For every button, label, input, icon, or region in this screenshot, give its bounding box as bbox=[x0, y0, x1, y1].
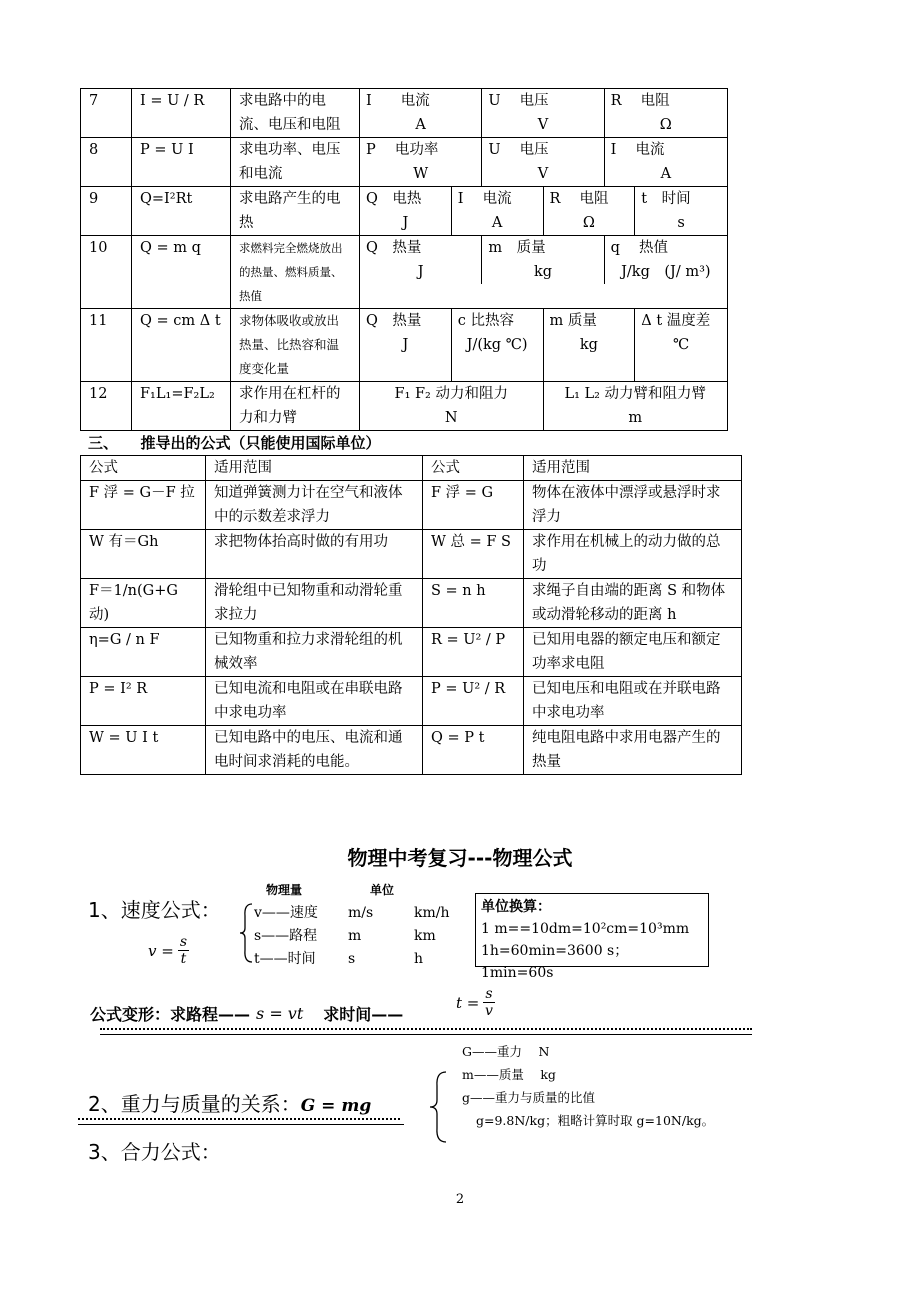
row-number: 9 bbox=[81, 187, 132, 236]
quantity-name: Q 热量 bbox=[366, 313, 422, 329]
header-scope: 适用范围 bbox=[206, 456, 423, 481]
scope-cell: 求作用在机械上的动力做的总功 bbox=[524, 530, 742, 579]
scope-cell: 已知电流和电阻或在串联电路中求电功率 bbox=[206, 677, 423, 726]
quantity-name: m 质量 bbox=[549, 313, 597, 329]
conversion-line: 1h=60min=3600 s； 1min=60s bbox=[481, 943, 636, 981]
table-row bbox=[81, 677, 742, 726]
quantities-cell bbox=[360, 382, 728, 431]
speed-quantity-row bbox=[254, 902, 474, 925]
brace-icon bbox=[428, 1070, 448, 1144]
description-cell: 求电路中的电流、电压和电阻 bbox=[231, 89, 360, 138]
formula-table-1 bbox=[80, 88, 728, 431]
quantity-name: R 电阻 bbox=[549, 191, 609, 207]
table-row bbox=[81, 309, 728, 382]
formula-cell: F₁L₁=F₂L₂ bbox=[132, 382, 231, 431]
col-unit-header: 单位 bbox=[370, 883, 395, 897]
formula-cell: Q = cm Δ t bbox=[132, 309, 231, 382]
row-number: 7 bbox=[81, 89, 132, 138]
quantity-subcell bbox=[360, 382, 544, 430]
quantities-cell bbox=[360, 138, 728, 187]
quantity-name: c 比热容 bbox=[457, 313, 514, 329]
table-row bbox=[81, 89, 728, 138]
quantity-subcell bbox=[544, 309, 636, 381]
quantity-unit: A bbox=[415, 117, 426, 133]
speed-heading: 1、速度公式： bbox=[88, 898, 221, 922]
scope-cell: 已知物重和拉力求滑轮组的机械效率 bbox=[206, 628, 423, 677]
quantity-subcell bbox=[605, 236, 727, 284]
time-lhs: t = bbox=[456, 993, 480, 1012]
dotted-divider bbox=[78, 1118, 400, 1120]
formula-cell: W 有＝Gh bbox=[81, 530, 206, 579]
brace-icon bbox=[238, 902, 254, 964]
table-row bbox=[81, 628, 742, 677]
speed-lhs: v = bbox=[148, 941, 174, 960]
quantity-unit: W bbox=[413, 166, 429, 182]
time-formula bbox=[456, 986, 495, 1019]
speed-formula bbox=[148, 934, 189, 967]
quantity-name: m 质量 bbox=[488, 240, 546, 256]
formula-cell: F 浮 = G－F 拉 bbox=[81, 481, 206, 530]
gravity-note: G——重力 N bbox=[462, 1044, 550, 1059]
formula-variants bbox=[90, 1002, 403, 1025]
formula-cell: Q=I²Rt bbox=[132, 187, 231, 236]
quantity-subcell bbox=[544, 382, 728, 430]
dotted-divider bbox=[100, 1028, 752, 1030]
divider bbox=[100, 1034, 752, 1035]
description-cell: 求燃料完全燃烧放出的热量、燃料质量、热值 bbox=[231, 236, 360, 309]
row-number: 10 bbox=[81, 236, 132, 309]
formula-cell: Q = m q bbox=[132, 236, 231, 309]
formula-cell: η=G / n F bbox=[81, 628, 206, 677]
quantity-unit: J bbox=[402, 337, 409, 353]
table-row bbox=[81, 382, 728, 431]
quantity-subcell bbox=[605, 138, 727, 186]
quantity-subcell bbox=[360, 309, 452, 381]
page-title: 物理中考复习---物理公式 bbox=[347, 846, 573, 870]
table-row bbox=[81, 187, 728, 236]
conversion-line: 1 m==10dm=10²cm=10³mm bbox=[481, 921, 690, 937]
quantity-name: I 电流 bbox=[610, 142, 665, 158]
scope-cell: 物体在液体中漂浮或悬浮时求浮力 bbox=[524, 481, 742, 530]
divider bbox=[78, 1124, 404, 1125]
table-row bbox=[81, 236, 728, 309]
formula-cell: I = U / R bbox=[132, 89, 231, 138]
header-formula: 公式 bbox=[81, 456, 206, 481]
table-row bbox=[81, 138, 728, 187]
gravity-note: g=9.8N/kg；粗略计算时取 g=10N/kg。 bbox=[476, 1113, 715, 1128]
variant-time-label: 求时间—— bbox=[323, 1005, 404, 1024]
quantity-symbol: s——路程 bbox=[254, 928, 318, 944]
quantity-unit: A bbox=[660, 166, 672, 182]
formula-cell: W = U I t bbox=[81, 726, 206, 775]
quantity-subcell bbox=[482, 236, 604, 284]
description-cell: 求作用在杠杆的力和力臂 bbox=[231, 382, 360, 431]
speed-quantity-row bbox=[254, 948, 474, 971]
quantity-subcell bbox=[635, 309, 727, 381]
scope-cell: 知道弹簧测力计在空气和液体中的示数差求浮力 bbox=[206, 481, 423, 530]
header-formula: 公式 bbox=[423, 456, 524, 481]
quantity-subcell bbox=[360, 187, 452, 235]
gravity-note: m——质量 kg bbox=[462, 1067, 556, 1082]
quantity-name: U 电压 bbox=[488, 93, 549, 109]
quantity-name: L₁ L₂ 动力臂和阻力臂 bbox=[564, 386, 707, 402]
unit-conversion-box bbox=[475, 893, 709, 981]
formula-cell: S = n h bbox=[423, 579, 524, 628]
quantity-unit: s bbox=[348, 951, 356, 967]
formula-cell: P = U I bbox=[132, 138, 231, 187]
scope-cell: 已知电路中的电压、电流和通电时间求消耗的电能。 bbox=[206, 726, 423, 775]
quantity-subcell bbox=[635, 187, 727, 235]
quantity-unit: kg bbox=[579, 337, 598, 353]
quantity-name: Q 热量 bbox=[366, 240, 422, 256]
quantity-subcell bbox=[452, 309, 544, 381]
description-cell: 求电路产生的电热 bbox=[231, 187, 360, 236]
fraction-denominator: v bbox=[485, 1003, 493, 1019]
gravity-formula: G = mg bbox=[300, 1096, 372, 1116]
table-row bbox=[81, 481, 742, 530]
quantities-cell bbox=[360, 89, 728, 138]
variant-distance-formula: s = vt bbox=[256, 1004, 304, 1023]
resultant-heading: 3、合力公式： bbox=[88, 1140, 221, 1164]
quantity-subcell bbox=[360, 236, 482, 284]
quantity-symbol: v——速度 bbox=[254, 905, 318, 921]
gravity-note: g——重力与质量的比值 bbox=[462, 1090, 596, 1105]
quantity-name: Δ t 温度差 bbox=[641, 313, 711, 329]
quantity-unit: V bbox=[537, 117, 549, 133]
scope-cell: 滑轮组中已知物重和动滑轮重求拉力 bbox=[206, 579, 423, 628]
formula-cell: P = U² / R bbox=[423, 677, 524, 726]
quantity-unit: J/kg (J/ m³) bbox=[621, 264, 711, 280]
table-row bbox=[81, 726, 742, 775]
speed-quantity-row bbox=[254, 925, 474, 948]
fraction-numerator: s bbox=[485, 986, 493, 1002]
quantity-unit: m/s bbox=[348, 905, 374, 921]
scope-cell: 求把物体抬高时做的有用功 bbox=[206, 530, 423, 579]
conversion-heading: 单位换算： bbox=[481, 899, 551, 915]
quantity-unit: J/(kg ℃) bbox=[466, 337, 528, 353]
formula-cell: W 总 = F S bbox=[423, 530, 524, 579]
row-number: 8 bbox=[81, 138, 132, 187]
formula-cell: P = I² R bbox=[81, 677, 206, 726]
quantity-name: q 热值 bbox=[610, 240, 669, 256]
gravity-heading bbox=[88, 1088, 371, 1117]
derived-formula-table bbox=[80, 455, 742, 775]
col-quantity-header: 物理量 bbox=[266, 883, 303, 897]
quantities-cell bbox=[360, 236, 728, 309]
quantity-name: U 电压 bbox=[488, 142, 549, 158]
quantity-unit: Ω bbox=[659, 117, 672, 133]
quantity-name: I 电流 bbox=[457, 191, 512, 207]
quantity-unit: Ω bbox=[582, 215, 595, 231]
quantity-unit: s bbox=[677, 215, 685, 231]
quantity-subcell bbox=[452, 187, 544, 235]
quantity-name: t 时间 bbox=[641, 191, 691, 207]
row-number: 12 bbox=[81, 382, 132, 431]
time-fraction bbox=[483, 986, 494, 1019]
variant-distance-label: 公式变形：求路程—— bbox=[90, 1005, 251, 1024]
gravity-notes bbox=[462, 1040, 714, 1132]
quantity-unit: A bbox=[491, 215, 503, 231]
quantities-cell bbox=[360, 309, 728, 382]
formula-cell: Q = P t bbox=[423, 726, 524, 775]
formula-cell: F 浮 = G bbox=[423, 481, 524, 530]
quantity-name: I 电流 bbox=[366, 93, 430, 109]
page-number: 2 bbox=[455, 1192, 465, 1207]
quantity-subcell bbox=[605, 89, 727, 137]
speed-quantities bbox=[254, 902, 474, 971]
fraction-numerator: s bbox=[179, 934, 187, 950]
section-heading: 三、 推导出的公式（只能使用国际单位） bbox=[88, 434, 381, 452]
quantity-unit: m bbox=[348, 928, 362, 944]
scope-cell: 已知电压和电阻或在并联电路中求电功率 bbox=[524, 677, 742, 726]
quantity-unit: h bbox=[414, 951, 424, 967]
quantity-subcell bbox=[544, 187, 636, 235]
quantity-unit: m bbox=[628, 410, 643, 426]
fraction-denominator: t bbox=[180, 951, 187, 967]
quantity-subcell bbox=[482, 138, 604, 186]
gravity-heading-text: 2、重力与质量的关系： bbox=[88, 1092, 301, 1116]
quantity-unit: J bbox=[417, 264, 424, 280]
quantity-name: P 电功率 bbox=[366, 142, 439, 158]
quantity-subcell bbox=[360, 89, 482, 137]
quantity-unit: km/h bbox=[414, 905, 450, 921]
header-scope: 适用范围 bbox=[524, 456, 742, 481]
table-row bbox=[81, 579, 742, 628]
row-number: 11 bbox=[81, 309, 132, 382]
quantity-unit: N bbox=[444, 410, 458, 426]
quantity-unit: km bbox=[414, 928, 436, 944]
scope-cell: 已知用电器的额定电压和额定功率求电阻 bbox=[524, 628, 742, 677]
quantity-unit: J bbox=[402, 215, 409, 231]
scope-cell: 纯电阻电路中求用电器产生的热量 bbox=[524, 726, 742, 775]
quantity-unit: kg bbox=[533, 264, 553, 280]
quantity-name: R 电阻 bbox=[610, 93, 670, 109]
quantity-name: F₁ F₂ 动力和阻力 bbox=[394, 386, 508, 402]
formula-cell: R = U² / P bbox=[423, 628, 524, 677]
description-cell: 求电功率、电压和电流 bbox=[231, 138, 360, 187]
scope-cell: 求绳子自由端的距离 S 和物体或动滑轮移动的距离 h bbox=[524, 579, 742, 628]
formula-cell: F＝1/n(G+G 动) bbox=[81, 579, 206, 628]
quantity-symbol: t——时间 bbox=[254, 951, 316, 967]
quantity-subcell bbox=[482, 89, 604, 137]
quantity-name: Q 电热 bbox=[366, 191, 422, 207]
speed-fraction bbox=[178, 934, 189, 967]
quantity-unit: ℃ bbox=[673, 337, 690, 353]
description-cell: 求物体吸收或放出热量、比热容和温度变化量 bbox=[231, 309, 360, 382]
quantity-unit: V bbox=[537, 166, 549, 182]
quantity-subcell bbox=[360, 138, 482, 186]
quantities-cell bbox=[360, 187, 728, 236]
table-row bbox=[81, 530, 742, 579]
